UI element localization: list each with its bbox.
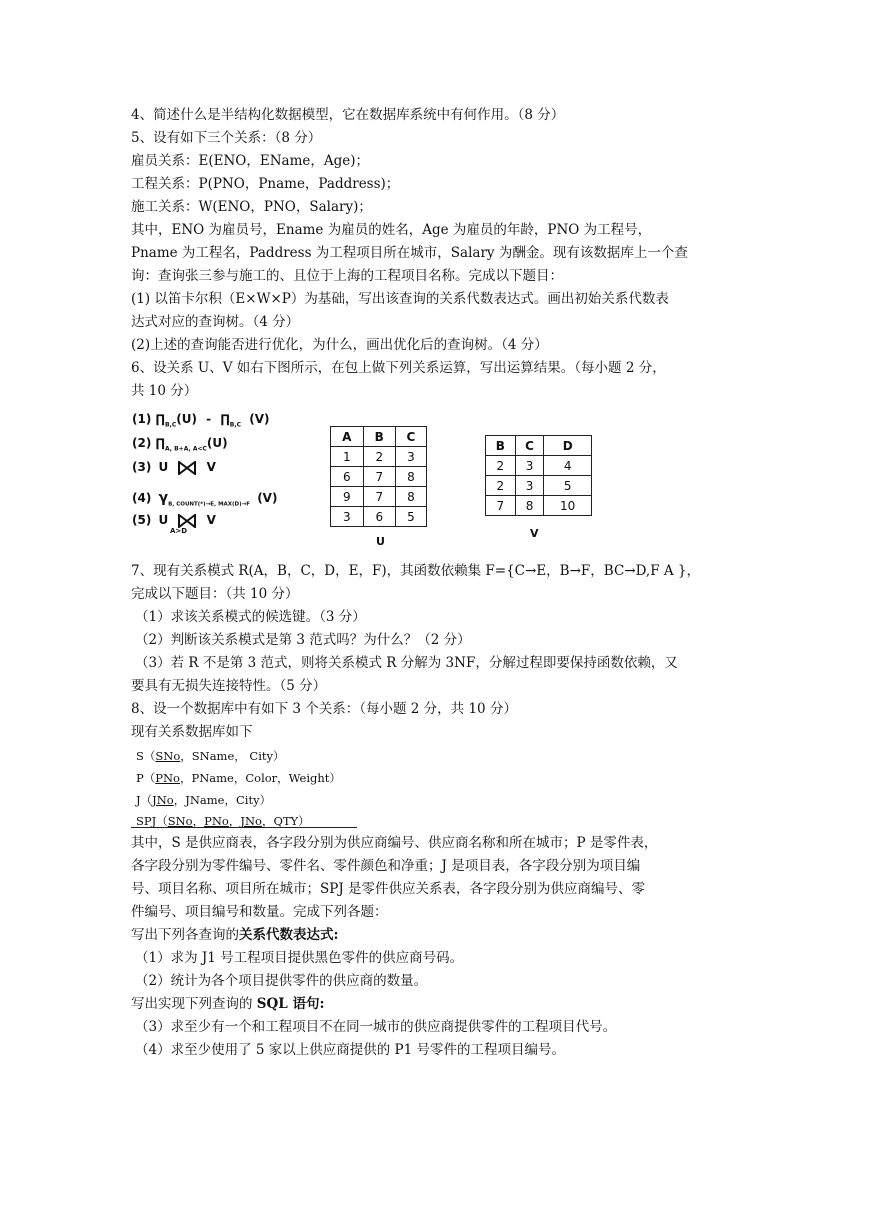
table-row bbox=[486, 476, 592, 496]
question-6-title-2: 共 10 分） bbox=[131, 383, 198, 399]
question-8-part-1: （1）求为 J1 号工程项目提供黑色零件的供应商号码。 bbox=[135, 950, 464, 966]
theta-join-icon bbox=[178, 514, 196, 528]
primary-key: JNo bbox=[240, 814, 262, 828]
table-cell: 1 bbox=[331, 447, 364, 467]
question-7-title-2: 完成以下题目：（共 10 分） bbox=[131, 586, 299, 602]
table-v-header: B bbox=[486, 436, 516, 456]
table-cell: 3 bbox=[515, 456, 544, 476]
table-u-header-row bbox=[331, 427, 427, 447]
question-7-part-1: （1）求该关系模式的候选键。（3 分） bbox=[135, 609, 366, 625]
question-8-desc-1: 其中，S 是供应商表，各字段分别为供应商编号、供应商名称和所在城市；P 是零件表， bbox=[131, 835, 658, 851]
table-cell: 8 bbox=[395, 487, 426, 507]
algebra-heading: 写出下列各查询的关系代数表达式: bbox=[131, 927, 339, 943]
question-8-title: 8、设一个数据库中有如下 3 个关系：（每小题 2 分，共 10 分） bbox=[131, 701, 517, 717]
schema-p: P（PNo，PName，Color，Weight） bbox=[136, 771, 341, 785]
table-cell: 7 bbox=[363, 467, 395, 487]
operation-1: (1) $\prod_{B,C}(U)$ - $\prod_{B,C}$ (V) bbox=[132, 412, 270, 429]
table-row bbox=[331, 487, 427, 507]
table-cell: 9 bbox=[331, 487, 364, 507]
table-row bbox=[486, 456, 592, 476]
question-8-desc-2: 各字段分别为零件编号、零件名、零件颜色和净重；J 是项目表，各字段分别为项目编 bbox=[131, 858, 641, 874]
table-cell: 3 bbox=[395, 447, 426, 467]
table-cell: 5 bbox=[395, 507, 426, 527]
schema-j: J（JNo，JName，City） bbox=[136, 793, 272, 807]
table-cell: 3 bbox=[515, 476, 544, 496]
table-u-header: A bbox=[331, 427, 364, 447]
table-cell: 6 bbox=[331, 467, 364, 487]
question-5-desc-2: Pname 为工程名，Paddress 为工程项目所在城市，Salary 为酬金。现有该数据库上一个查 bbox=[131, 245, 688, 261]
schema-spj: SPJ（SNo，PNo，JNo，QTY） bbox=[136, 814, 310, 828]
table-cell: 2 bbox=[486, 456, 516, 476]
table-row bbox=[486, 496, 592, 516]
sql-heading: 写出实现下列查询的 SQL 语句: bbox=[131, 996, 325, 1012]
table-cell: 2 bbox=[486, 476, 516, 496]
table-cell: 8 bbox=[515, 496, 544, 516]
primary-key: PNo bbox=[155, 771, 180, 785]
operation-5: (5) U V bbox=[132, 513, 216, 527]
table-u-caption: U bbox=[376, 535, 385, 548]
table-u-header: B bbox=[363, 427, 395, 447]
operation-3: (3) U V bbox=[132, 460, 216, 474]
relation-w: 施工关系：W(ENO，PNO，Salary)； bbox=[131, 199, 372, 215]
table-u bbox=[330, 426, 427, 527]
question-7-title: 7、现有关系模式 R(A，B，C，D，E，F)，其函数依赖集 F={C→E，B→F，BC→D,F A }， bbox=[131, 563, 701, 579]
question-6-title: 6、设关系 U、V 如右下图所示，在包上做下列关系运算，写出运算结果。（每小题 2 分， bbox=[131, 360, 666, 376]
table-row bbox=[331, 467, 427, 487]
question-5-title: 5、设有如下三个关系：（8 分） bbox=[131, 130, 322, 146]
table-cell: 3 bbox=[331, 507, 364, 527]
table-v bbox=[485, 435, 592, 516]
question-4: 4、简述什么是半结构化数据模型，它在数据库系统中有何作用。（8 分） bbox=[131, 107, 565, 123]
primary-key: SNo bbox=[155, 749, 181, 763]
question-8-part-4: （4）求至少使用了 5 家以上供应商提供的 P1 号零件的工程项目编号。 bbox=[135, 1042, 566, 1058]
table-cell: 7 bbox=[363, 487, 395, 507]
table-cell: 6 bbox=[363, 507, 395, 527]
table-u-header: C bbox=[395, 427, 426, 447]
natural-join-icon bbox=[178, 461, 196, 475]
question-5-desc-1: 其中，ENO 为雇员号，Ename 为雇员的姓名，Age 为雇员的年龄，PNO 为工程号， bbox=[131, 222, 652, 238]
table-row bbox=[331, 507, 427, 527]
table-v-caption: V bbox=[530, 527, 539, 540]
question-5-desc-3: 询：查询张三参与施工的、且位于上海的工程项目名称。完成以下题目： bbox=[131, 268, 563, 284]
schema-s: S（SNo，SName， City） bbox=[136, 749, 285, 763]
question-5-part-2: (2)上述的查询能否进行优化，为什么，画出优化后的查询树。（4 分） bbox=[131, 337, 548, 353]
primary-key: PNo bbox=[204, 814, 229, 828]
question-7-part-2: （2）判断该关系模式是第 3 范式吗？为什么？（2 分） bbox=[135, 632, 471, 648]
table-v-header: C bbox=[515, 436, 544, 456]
question-8-desc-4: 件编号、项目编号和数量。完成下列各题： bbox=[131, 904, 388, 920]
question-7-part-3a: （3）若 R 不是第 3 范式，则将关系模式 R 分解为 3NF，分解过程即要保持函数依赖，又 bbox=[135, 655, 678, 671]
question-8-intro: 现有关系数据库如下 bbox=[131, 724, 253, 740]
relation-e: 雇员关系：E(ENO，EName，Age)； bbox=[131, 153, 370, 169]
divider bbox=[131, 827, 357, 828]
question-8-part-2: （2）统计为各个项目提供零件的供应商的数量。 bbox=[135, 973, 428, 989]
operation-2: (2) $\prod_{A, B+A, A<C}(U)$ bbox=[132, 436, 228, 453]
question-5-part-1b: 达式对应的查询树。（4 分） bbox=[131, 314, 300, 330]
theta-join-condition: A>D bbox=[170, 527, 188, 535]
table-v-header: D bbox=[544, 436, 592, 456]
table-row bbox=[331, 447, 427, 467]
table-cell: 7 bbox=[486, 496, 516, 516]
table-cell: 5 bbox=[544, 476, 592, 496]
table-cell: 8 bbox=[395, 467, 426, 487]
table-v-header-row bbox=[486, 436, 592, 456]
question-7-part-3b: 要具有无损失连接特性。（5 分） bbox=[131, 678, 327, 694]
table-cell: 10 bbox=[544, 496, 592, 516]
question-5-part-1a: (1) 以笛卡尔积（E×W×P）为基础，写出该查询的关系代数表达式。画出初始关系代数表 bbox=[131, 291, 669, 307]
relation-p: 工程关系：P(PNO，Pname，Paddress)； bbox=[131, 176, 400, 192]
operation-4: (4) $\gamma_{B, COUNT(*)\to E, MAX(D)\to F}$ (V) bbox=[132, 490, 278, 508]
primary-key: SNo bbox=[167, 814, 193, 828]
question-8-part-3: （3）求至少有一个和工程项目不在同一城市的供应商提供零件的工程项目代号。 bbox=[135, 1019, 617, 1035]
primary-key: JNo bbox=[152, 793, 174, 807]
table-cell: 4 bbox=[544, 456, 592, 476]
table-cell: 2 bbox=[363, 447, 395, 467]
question-8-desc-3: 号、项目名称、项目所在城市；SPJ 是零件供应关系表，各字段分别为供应商编号、零 bbox=[131, 881, 646, 897]
